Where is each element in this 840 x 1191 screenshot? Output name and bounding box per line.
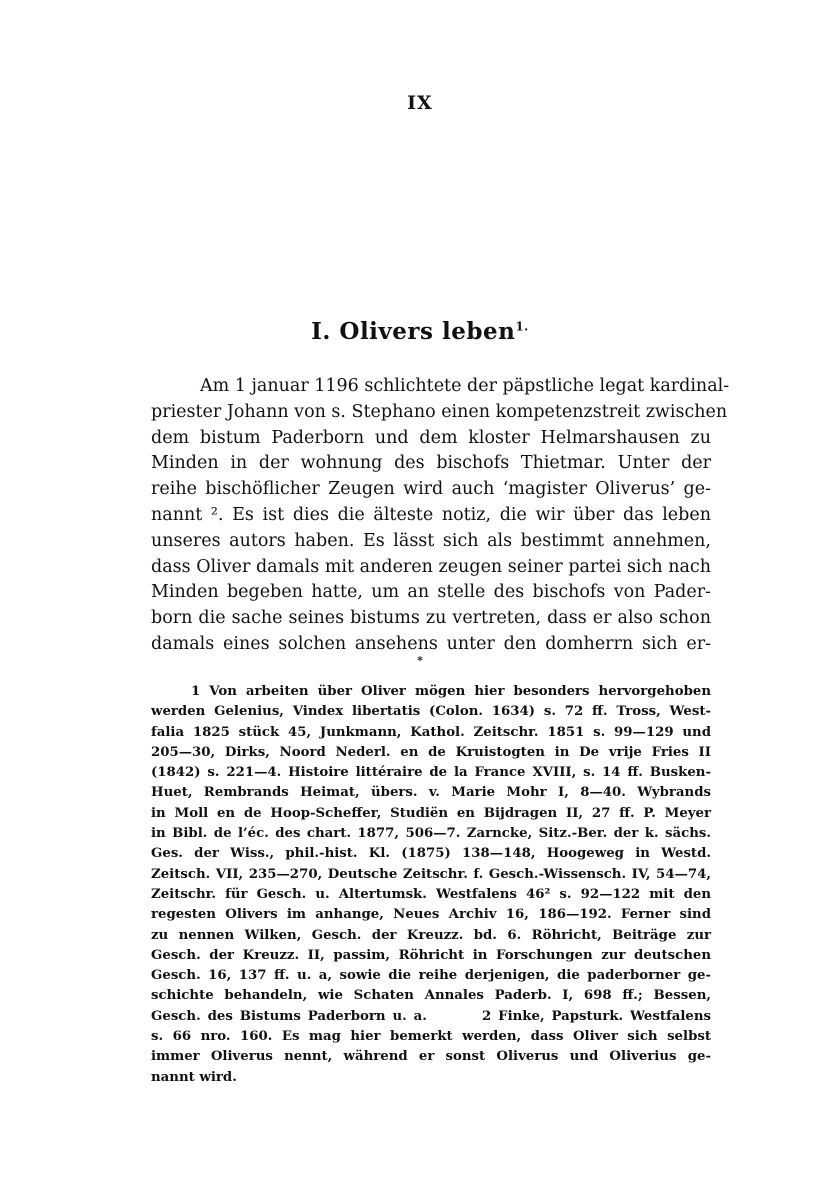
page-number: IX <box>407 92 433 114</box>
body-line: nannt ². Es ist dies die älteste notiz, die wir über das leben <box>151 504 711 525</box>
footnote-line: Zeitsch. VII, 235—270, Deutsche Zeitschr. f. Gesch.-Wissensch. IV, 54—74, <box>151 866 711 882</box>
body-line: priester Johann von s. Stephano einen kompetenzstreit zwischen <box>151 401 728 422</box>
footnote-line: 1 Von arbeiten über Oliver mögen hier besonders hervorgehoben <box>191 684 711 699</box>
footnote-line: 205—30, Dirks, Noord Nederl. en de Kruistogten in De vrije Fries II <box>151 744 711 760</box>
footnote-line: Gesch. der Kreuzz. II, passim, Röhricht in Forschungen zur deutschen <box>151 947 711 963</box>
body-line: Minden begeben hatte, um an stelle des bischofs von Pader- <box>151 582 711 603</box>
body-line: reihe bischöflicher Zeugen wird auch ‘magister Oliverus’ ge- <box>151 479 711 500</box>
footnote-line: immer Oliverus nennt, während er sonst Oliverus und Oliverius ge- <box>151 1049 711 1065</box>
footnote-line: (1842) s. 221—4. Histoire littéraire de la France XVIII, s. 14 ff. Busken- <box>151 765 711 781</box>
footnote-line: werden Gelenius, Vindex libertatis (Colon. 1634) s. 72 ff. Tross, West- <box>151 704 711 720</box>
footnote-line: Gesch. 16, 137 ff. u. a, sowie die reihe derjenigen, die paderborner ge- <box>151 968 711 984</box>
footnote-line: schichte behandeln, wie Schaten Annales Paderb. I, 698 ff.; Bessen, <box>151 988 711 1004</box>
body-line: Minden in der wohnung des bischofs Thietmar. Unter der <box>151 453 711 474</box>
body-line: damals eines solchen ansehens unter den domherrn sich er- <box>151 633 711 654</box>
footnote-line: falia 1825 stück 45, Junkmann, Kathol. Zeitschr. 1851 s. 99—129 und <box>151 724 711 740</box>
footnote-line: Zeitschr. für Gesch. u. Altertumsk. Westfalens 46² s. 92—122 mit den <box>151 886 711 902</box>
chapter-footnote-marker: 1. <box>515 319 529 334</box>
signature-mark: * <box>417 654 423 667</box>
footnote-line: in Bibl. de l’éc. des chart. 1877, 506—7. Zarncke, Sitz.-Ber. der k. sächs. <box>151 826 711 842</box>
body-paragraph <box>151 374 730 658</box>
footnotes <box>151 682 711 1088</box>
body-line: Am 1 januar 1196 schlichtete der päpstliche legat kardinal- <box>200 376 730 396</box>
footnote-line: nannt wird. <box>151 1069 237 1085</box>
footnote-line: in Moll en de Hoop-Scheffer, Studiën en Bijdragen II, 27 ff. P. Meyer <box>151 805 711 821</box>
chapter-title-text: I. Olivers leben <box>311 318 516 345</box>
body-line: born die sache seines bistums zu vertreten, dass er also schon <box>151 608 711 629</box>
body-line: unseres autors haben. Es lässt sich als bestimmt annehmen, <box>151 530 711 551</box>
body-line: dass Oliver damals mit anderen zeugen seiner partei sich nach <box>151 556 711 577</box>
footnote-line: regesten Olivers im anhange, Neues Archiv 16, 186—192. Ferner sind <box>151 907 711 923</box>
footnote-line: Ges. der Wiss., phil.-hist. Kl. (1875) 138—148, Hoogeweg in Westd. <box>151 846 711 862</box>
chapter-title <box>0 318 840 345</box>
body-line: dem bistum Paderborn und dem kloster Helmarshausen zu <box>151 427 711 448</box>
footnote-line: Gesch. des Bistums Paderborn u. a. 2 Finke, Papsturk. Westfalens <box>151 1008 711 1024</box>
footnote-line: s. 66 nro. 160. Es mag hier bemerkt werden, dass Oliver sich selbst <box>151 1029 711 1045</box>
footnote-line: zu nennen Wilken, Gesch. der Kreuzz. bd. 6. Röhricht, Beiträge zur <box>151 927 711 943</box>
footnote-line: Huet, Rembrands Heimat, übers. v. Marie Mohr I, 8—40. Wybrands <box>151 785 711 801</box>
